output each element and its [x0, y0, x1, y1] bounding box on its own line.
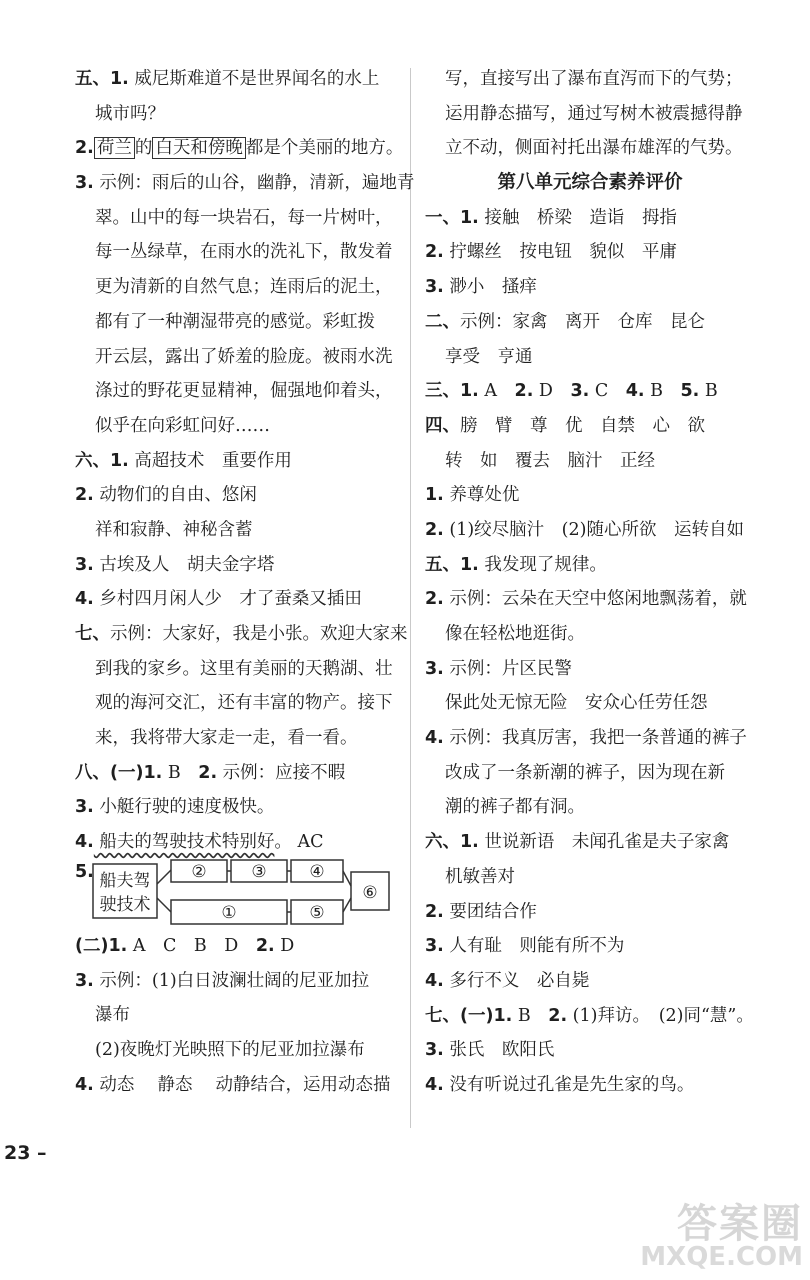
structure-diagram	[75, 860, 400, 929]
answer-line: 像在轻松地逛街。	[445, 624, 585, 644]
answer-line: 2. 拧螺丝 按电钮 貌似 平庸	[425, 242, 677, 263]
answer-line: (二)1. A C B D 2. D	[75, 935, 295, 956]
diagram-box-label: ⑤	[309, 902, 325, 923]
answer-line: 4. 船夫的驾驶技术特别好。 AC	[75, 832, 324, 853]
answer-line: 二、示例：家禽 离开 仓库 昆仑	[425, 311, 705, 332]
answer-line: 2. (1)绞尽脑汁 (2)随心所欲 运转自如	[425, 519, 744, 540]
answer-line: 运用静态描写，通过写树木被震撼得静	[445, 103, 743, 124]
answer-line: 七、示例：大家好，我是小张。欢迎大家来	[75, 624, 408, 644]
answer-line: 3. 人有耻 则能有所不为	[425, 936, 625, 957]
diagram-connector	[343, 898, 351, 912]
watermark-text: 答案圈	[677, 1201, 803, 1247]
answer-line: 3. 示例：雨后的山谷，幽静，清新，遍地青	[75, 173, 415, 194]
answer-line: 都有了一种潮湿带亮的感觉。彩虹拨	[95, 311, 375, 332]
answer-line: 更为清新的自然气息；连雨后的泥土，	[95, 277, 393, 298]
answer-line: 翠。山中的每一块岩石，每一片树叶，	[95, 207, 393, 228]
answer-line: (2)夜晚灯光映照下的尼亚加拉瀑布	[95, 1039, 365, 1060]
question-number: 5.	[75, 861, 94, 882]
diagram-box-label: ⑥	[362, 882, 378, 903]
answer-line: 观的海河交汇，还有丰富的物产。接下	[95, 693, 393, 714]
answer-line: 2. 要团结合作	[425, 901, 537, 922]
answer-line: 七、(一)1. B 2. (1)拜访。 (2)同“慧”。	[425, 1005, 754, 1026]
right-column	[425, 62, 755, 1103]
answer-line: 涤过的野花更显精神，倔强地仰着头，	[95, 381, 393, 402]
answer-line: 3. 张氏 欧阳氏	[425, 1040, 555, 1061]
diagram-connector	[157, 870, 171, 884]
answer-line: 1. 养尊处优	[425, 485, 520, 506]
answer-line: 祥和寂静、神秘含蓄	[95, 519, 253, 540]
diagram-box-label: ①	[221, 902, 237, 923]
answer-line: 立不动，侧面衬托出瀑布雄浑的气势。	[445, 138, 743, 159]
answer-line: 3. 示例：(1)白日波澜壮阔的尼亚加拉	[75, 970, 370, 991]
answer-line: 改成了一条新潮的裤子，因为现在新	[445, 762, 725, 783]
answer-line: 五、1. 威尼斯难道不是世界闻名的水上	[75, 69, 380, 89]
wavy-underlined-text: 船夫的驾驶技术特别好	[93, 832, 275, 853]
diagram-connector	[157, 898, 171, 912]
page-number: 23 –	[4, 1142, 47, 1164]
answer-line: 4. 没有听说过孔雀是先生家的鸟。	[425, 1074, 695, 1095]
answer-line: 四、膀 臂 尊 优 自禁 心 欲	[425, 415, 705, 436]
answer-line: 保此处无惊无险 安众心任劳任怨	[445, 693, 708, 714]
answer-line: 潮的裤子都有洞。	[445, 797, 585, 818]
answer-line: 2. 荷兰 的 白天和傍晚 都是个美丽的地方。	[75, 138, 404, 159]
boxed-word: 白天和傍晚	[152, 137, 246, 159]
answer-line: 开云层，露出了娇羞的脸庞。被雨水洗	[95, 346, 393, 367]
diagram-main-text-2: 驶技术	[99, 894, 151, 915]
answer-line: 六、1. 世说新语 未闻孔雀是夫子家禽	[425, 832, 730, 853]
answer-line: 写，直接写出了瀑布直泻而下的气势；	[445, 69, 743, 89]
answer-line: 享受 亨通	[445, 346, 533, 367]
answer-line: 五、1. 我发现了规律。	[425, 554, 607, 575]
boxed-word: 荷兰	[94, 137, 135, 159]
answer-line: 一、1. 接触 桥梁 造诣 拇指	[425, 207, 677, 228]
answer-line: 3. 小艇行驶的速度极快。	[75, 797, 275, 818]
answer-line: 4. 示例：我真厉害，我把一条普通的裤子	[425, 728, 747, 749]
answer-line: 八、(一)1. B 2. 示例：应接不暇	[75, 762, 346, 783]
answer-line: 到我的家乡。这里有美丽的天鹅湖、壮	[95, 658, 393, 679]
answer-line: 城市吗？	[95, 103, 165, 124]
answer-line: 3. 古埃及人 胡夫金字塔	[75, 554, 275, 575]
answer-line: 三、1. A 2. D 3. C 4. B 5. B	[425, 381, 718, 402]
section-title: 第八单元综合素养评价	[497, 172, 683, 194]
answer-line: 机敏善对	[445, 866, 515, 887]
answer-line: 4. 乡村四月闲人少 才了蚕桑又插田	[75, 589, 362, 610]
diagram-box-label: ③	[251, 861, 267, 882]
answer-line: 3. 渺小 搔痒	[425, 277, 537, 298]
answer-line: 2. 示例：云朵在天空中悠闲地飘荡着，就	[425, 589, 747, 610]
diagram-main-text-1: 船夫驾	[99, 870, 151, 891]
answer-line: 似乎在向彩虹问好……	[95, 415, 270, 436]
answer-line: 瀑布	[95, 1005, 130, 1026]
diagram-box-label: ④	[309, 861, 325, 882]
answer-line: 4. 多行不义 必自毙	[425, 970, 590, 991]
answer-line: 3. 示例：片区民警	[425, 658, 572, 679]
watermark-logo	[618, 1192, 803, 1276]
watermark-url: MXQE.COM	[640, 1242, 803, 1272]
answer-line: 4. 动态 静态 动静结合，运用动态描	[75, 1074, 391, 1095]
column-divider	[410, 68, 411, 1128]
answer-line: 2. 动物们的自由、悠闲	[75, 485, 257, 506]
answer-line: 每一丛绿草，在雨水的洗礼下，散发着	[95, 242, 393, 263]
left-column	[75, 62, 415, 1102]
diagram-box-label: ②	[191, 861, 207, 882]
diagram-svg	[75, 860, 395, 930]
answer-line: 六、1. 高超技术 重要作用	[75, 450, 292, 471]
diagram-connector	[343, 871, 351, 886]
answer-line: 转 如 覆去 脑汁 正经	[445, 450, 655, 471]
answer-line: 来，我将带大家走一走，看一看。	[95, 728, 358, 749]
